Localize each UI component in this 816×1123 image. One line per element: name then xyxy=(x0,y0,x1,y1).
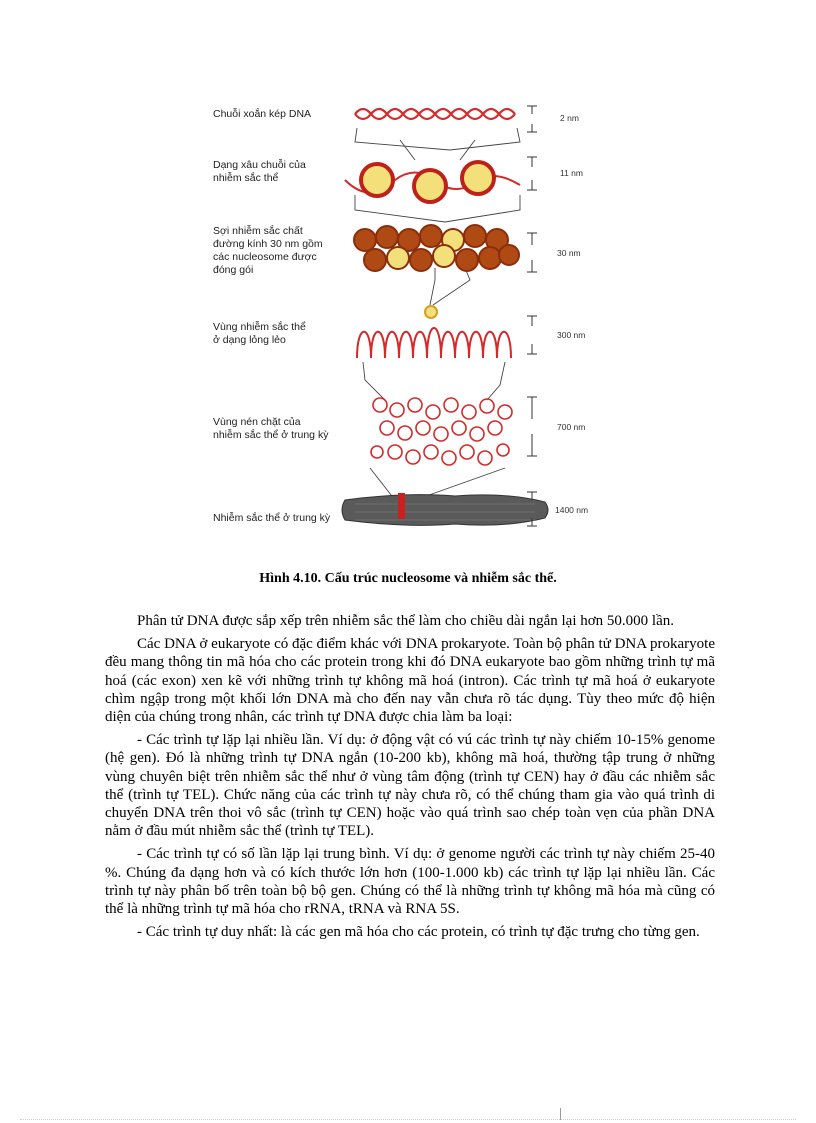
label-condensed-domain: Vùng nén chặt của nhiễm sắc thể ở trung kỳ xyxy=(213,416,329,441)
paragraph: Phân tử DNA được sắp xếp trên nhiễm sắc thể làm cho chiều dài ngắn lại hơn 50.000 lần. xyxy=(137,613,674,629)
size-30nm: 30 nm xyxy=(557,248,581,258)
size-700nm: 700 nm xyxy=(557,422,586,432)
label-loose-domain: Vùng nhiễm sắc thể ở dạng lỏng lẻo xyxy=(213,321,306,346)
size-11nm: 11 nm xyxy=(560,168,583,178)
size-300nm: 300 nm xyxy=(557,330,586,340)
label-30nm-fiber: Sợi nhiễm sắc chất đường kính 30 nm gồm các nucleosome được đóng gói xyxy=(213,225,323,276)
label-metaphase-chromosome: Nhiễm sắc thể ở trung kỳ xyxy=(213,512,331,524)
footer-mark xyxy=(560,1108,561,1120)
chromatin-structure-figure xyxy=(205,100,605,545)
paragraph: Các DNA ở eukaryote có đặc điểm khác với DNA prokaryote. Toàn bộ phân tử DNA prokaryote đều mang thông tin mã hóa cho các protein trong khi đó DNA eukaryote bao gồm những trình tự mã hoá (các exon) xen kẽ với những trình tự không mã hoá (intron). Các trình tự mã hoá ở eukaryote chìm ngập trong một khối lớn DNA mà cho đến nay vẫn chưa rõ tác dụng. Tùy theo mức độ hiện diện của chúng trong nhân, các trình tự DNA được chia làm ba loại: xyxy=(105,636,715,726)
paragraph: - Các trình tự duy nhất: là các gen mã hóa cho các protein, có trình tự đặc trưng cho từng gen. xyxy=(137,924,700,941)
figure-caption: Hình 4.10. Cấu trúc nucleosome và nhiễm sắc thể. xyxy=(259,571,557,586)
size-2nm: 2 nm xyxy=(560,113,579,123)
footer-rule xyxy=(20,1119,796,1120)
paragraph: - Các trình tự có số lần lặp lại trung bình. Ví dụ: ở genome người các trình tự này chiếm 25-40 %. Chúng đa dạng hơn và có kích thước lớn hơn (100-1.000 kb) các trình tự lặp lại nhiều lần. Các trình tự này phân bố trên toàn bộ bộ gen. Chúng có thể là những trình tự không mã hóa mà cũng có thể là những trình tự mã hóa cho rRNA, tRNA và RNA 5S. xyxy=(105,846,715,918)
metaphase-chromosome-drawing xyxy=(342,493,548,525)
paragraph: - Các trình tự lặp lại nhiều lần. Ví dụ: ở động vật có vú các trình tự này chiếm 10-15% genome (hệ gen). Đó là những trình tự DNA ngắn (10-200 kb), không mã hoá, thường tập trung ở những vùng chuyên biệt trên nhiễm sắc thể như ở vùng tâm động (trình tự CEN) hay ở đầu các nhiễm sắc thể (trình tự TEL). Chức năng của các trình tự này chưa rõ, có thể chúng tham gia vào quá trình di chuyển DNA trên thoi vô sắc (trình tự CEN) hoặc vào quá trình sao chép toàn vẹn của phần DNA nằm ở đầu mút nhiễm sắc thể (trình tự TEL). xyxy=(105,732,715,840)
label-dna-helix: Chuỗi xoắn kép DNA xyxy=(213,108,312,120)
body-text xyxy=(105,612,715,946)
label-beads-on-string: Dạng xâu chuỗi của nhiễm sắc thể xyxy=(213,159,306,184)
size-1400nm: 1400 nm xyxy=(555,505,589,515)
